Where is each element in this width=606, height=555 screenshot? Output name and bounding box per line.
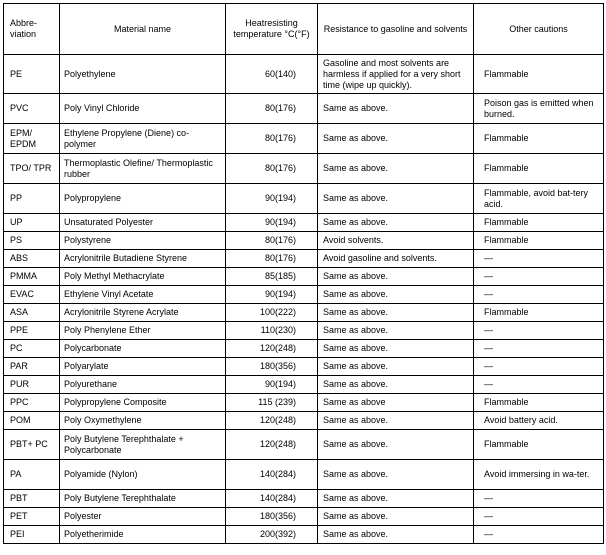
resistance-cell: Same as above.	[318, 268, 474, 286]
resistance-cell: Same as above.	[318, 430, 474, 460]
temperature-cell: 80(176)	[226, 154, 318, 184]
caution-cell: Flammable	[474, 154, 604, 184]
caution-cell: —	[474, 376, 604, 394]
header-material-name: Material name	[60, 4, 226, 55]
material-name-cell: Poly Butylene Terephthalate	[60, 490, 226, 508]
table-row	[4, 154, 604, 184]
abbreviation-cell: PPE	[4, 322, 60, 340]
abbreviation-cell: ABS	[4, 250, 60, 268]
caution-cell: Avoid immersing in wa-ter.	[474, 460, 604, 490]
abbreviation-cell: PE	[4, 55, 60, 94]
material-name-cell: Poly Methyl Methacrylate	[60, 268, 226, 286]
table-row	[4, 412, 604, 430]
temperature-cell: 180(356)	[226, 358, 318, 376]
resistance-cell: Same as above.	[318, 94, 474, 124]
material-name-cell: Polypropylene	[60, 184, 226, 214]
temperature-cell: 120(248)	[226, 430, 318, 460]
caution-cell: Flammable	[474, 55, 604, 94]
abbreviation-cell: PAR	[4, 358, 60, 376]
materials-table	[3, 3, 604, 544]
resistance-cell: Same as above.	[318, 124, 474, 154]
table-row	[4, 340, 604, 358]
table-row	[4, 394, 604, 412]
material-name-cell: Poly Phenylene Ether	[60, 322, 226, 340]
resistance-cell: Avoid gasoline and solvents.	[318, 250, 474, 268]
temperature-cell: 80(176)	[226, 250, 318, 268]
table-row	[4, 124, 604, 154]
material-name-cell: Poly Oxymethylene	[60, 412, 226, 430]
caution-cell: —	[474, 286, 604, 304]
material-name-cell: Acrylonitrile Butadiene Styrene	[60, 250, 226, 268]
caution-cell: —	[474, 508, 604, 526]
abbreviation-cell: PBT+ PC	[4, 430, 60, 460]
temperature-cell: 90(194)	[226, 376, 318, 394]
header-abbreviation-text: Abbre- viation	[10, 18, 38, 39]
temperature-cell: 110(230)	[226, 322, 318, 340]
resistance-cell: Same as above.	[318, 526, 474, 544]
caution-cell: Flammable	[474, 430, 604, 460]
table-row	[4, 232, 604, 250]
caution-cell: Flammable	[474, 394, 604, 412]
material-name-cell: Polycarbonate	[60, 340, 226, 358]
table-row	[4, 430, 604, 460]
resistance-cell: Avoid solvents.	[318, 232, 474, 250]
material-name-cell: Polyethylene	[60, 55, 226, 94]
table-row	[4, 250, 604, 268]
table-row	[4, 376, 604, 394]
abbreviation-cell: EPM/ EPDM	[4, 124, 60, 154]
header-resistance: Resistance to gasoline and solvents	[318, 4, 474, 55]
material-name-cell: Polyetherimide	[60, 526, 226, 544]
table-row	[4, 286, 604, 304]
header-cautions: Other cautions	[474, 4, 604, 55]
temperature-cell: 180(356)	[226, 508, 318, 526]
caution-cell: Flammable	[474, 124, 604, 154]
temperature-cell: 115 (239)	[226, 394, 318, 412]
resistance-cell: Same as above	[318, 394, 474, 412]
table-row	[4, 184, 604, 214]
material-name-cell: Polystyrene	[60, 232, 226, 250]
temperature-cell: 80(176)	[226, 94, 318, 124]
caution-cell: Flammable	[474, 232, 604, 250]
header-row	[4, 4, 604, 55]
abbreviation-cell: TPO/ TPR	[4, 154, 60, 184]
material-name-cell: Polyamide (Nylon)	[60, 460, 226, 490]
temperature-cell: 90(194)	[226, 214, 318, 232]
header-abbreviation	[4, 4, 60, 55]
resistance-cell: Same as above.	[318, 154, 474, 184]
table-row	[4, 490, 604, 508]
temperature-cell: 140(284)	[226, 490, 318, 508]
caution-cell: Flammable	[474, 214, 604, 232]
resistance-cell: Same as above.	[318, 184, 474, 214]
resistance-cell: Gasoline and most solvents are harmless if applied for a very short time (wipe up quickly).	[318, 55, 474, 94]
temperature-cell: 100(222)	[226, 304, 318, 322]
resistance-cell: Same as above.	[318, 340, 474, 358]
temperature-cell: 120(248)	[226, 340, 318, 358]
abbreviation-cell: PVC	[4, 94, 60, 124]
temperature-cell: 90(194)	[226, 184, 318, 214]
resistance-cell: Same as above.	[318, 508, 474, 526]
table-row	[4, 268, 604, 286]
table-row	[4, 55, 604, 94]
resistance-cell: Same as above.	[318, 304, 474, 322]
resistance-cell: Same as above.	[318, 490, 474, 508]
resistance-cell: Same as above.	[318, 286, 474, 304]
temperature-cell: 120(248)	[226, 412, 318, 430]
material-name-cell: Thermoplastic Olefine/ Thermoplastic rubber	[60, 154, 226, 184]
material-name-cell: Ethylene Vinyl Acetate	[60, 286, 226, 304]
caution-cell: —	[474, 340, 604, 358]
abbreviation-cell: UP	[4, 214, 60, 232]
material-name-cell: Polyarylate	[60, 358, 226, 376]
temperature-cell: 90(194)	[226, 286, 318, 304]
abbreviation-cell: PS	[4, 232, 60, 250]
caution-cell: —	[474, 250, 604, 268]
caution-cell: Poison gas is emitted when burned.	[474, 94, 604, 124]
material-name-cell: Unsaturated Polyester	[60, 214, 226, 232]
resistance-cell: Same as above.	[318, 322, 474, 340]
caution-cell: —	[474, 490, 604, 508]
temperature-cell: 80(176)	[226, 232, 318, 250]
temperature-cell: 80(176)	[226, 124, 318, 154]
abbreviation-cell: PET	[4, 508, 60, 526]
abbreviation-cell: PEI	[4, 526, 60, 544]
resistance-cell: Same as above.	[318, 460, 474, 490]
table-row	[4, 358, 604, 376]
table-row	[4, 94, 604, 124]
caution-cell: Flammable	[474, 304, 604, 322]
caution-cell: Avoid battery acid.	[474, 412, 604, 430]
material-name-cell: Polyurethane	[60, 376, 226, 394]
resistance-cell: Same as above.	[318, 358, 474, 376]
table-row	[4, 526, 604, 544]
caution-cell: —	[474, 526, 604, 544]
table-row	[4, 508, 604, 526]
abbreviation-cell: PC	[4, 340, 60, 358]
table-row	[4, 322, 604, 340]
caution-cell: —	[474, 268, 604, 286]
material-name-cell: Poly Butylene Terephthalate + Polycarbonate	[60, 430, 226, 460]
abbreviation-cell: PP	[4, 184, 60, 214]
abbreviation-cell: POM	[4, 412, 60, 430]
table-row	[4, 214, 604, 232]
abbreviation-cell: PMMA	[4, 268, 60, 286]
temperature-cell: 200(392)	[226, 526, 318, 544]
temperature-cell: 85(185)	[226, 268, 318, 286]
abbreviation-cell: PBT	[4, 490, 60, 508]
resistance-cell: Same as above.	[318, 376, 474, 394]
material-name-cell: Polypropylene Composite	[60, 394, 226, 412]
material-name-cell: Ethylene Propylene (Diene) co-polymer	[60, 124, 226, 154]
temperature-cell: 140(284)	[226, 460, 318, 490]
resistance-cell: Same as above.	[318, 412, 474, 430]
abbreviation-cell: PUR	[4, 376, 60, 394]
material-name-cell: Poly Vinyl Chloride	[60, 94, 226, 124]
caution-cell: —	[474, 322, 604, 340]
caution-cell: —	[474, 358, 604, 376]
abbreviation-cell: ASA	[4, 304, 60, 322]
material-name-cell: Polyester	[60, 508, 226, 526]
caution-cell: Flammable, avoid bat-tery acid.	[474, 184, 604, 214]
header-temperature: Heatresisting temperature °C(°F)	[226, 4, 318, 55]
table-row	[4, 460, 604, 490]
abbreviation-cell: EVAC	[4, 286, 60, 304]
resistance-cell: Same as above.	[318, 214, 474, 232]
table-row	[4, 304, 604, 322]
material-name-cell: Acrylonitrile Styrene Acrylate	[60, 304, 226, 322]
temperature-cell: 60(140)	[226, 55, 318, 94]
abbreviation-cell: PA	[4, 460, 60, 490]
abbreviation-cell: PPC	[4, 394, 60, 412]
